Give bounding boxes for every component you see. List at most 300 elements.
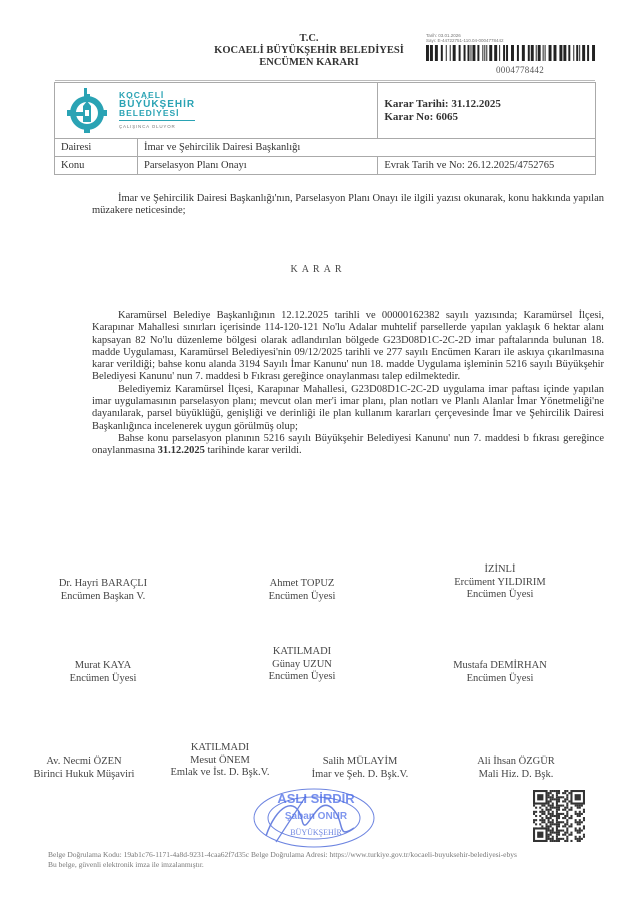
qr-module [570,809,572,811]
qr-module [539,815,541,817]
qr-module [550,798,552,800]
qr-module [550,817,552,819]
qr-module [552,805,554,807]
qr-module [577,838,579,840]
qr-module [562,792,564,794]
barcode-bar [543,45,544,61]
qr-module [550,840,552,842]
qr-module [564,823,566,825]
qr-module [556,830,558,832]
qr-module [558,838,560,840]
barcode-bar [435,45,438,61]
barcode-bar [559,45,562,61]
stamp-name-2: Şaban ONUR [284,811,348,822]
qr-module [535,807,537,809]
qr-module [562,821,564,823]
qr-module [550,790,552,792]
header-doc-type: ENCÜMEN KARARI [259,57,359,68]
qr-module [566,811,568,813]
barcode-bar [511,45,514,61]
qr-module [550,832,552,834]
signatory [452,756,580,781]
qr-module [579,819,581,821]
body-paragraph-2: Belediyemiz Karamürsel İlçesi, Karapınar Mahallesi, G23D08D1C-2C-2D uygulama imar paftası içinde yapılan imar uygulamasının parselasyon planı; mevcut olan mer'i imar planı, plan notları ve Planlı Alanlar İmar Yönetmeliği'ne dayanılarak, parsel büyüklüğü, genişliği ve derinliği ile plan kullanım kararları çerçevesinde İmar ve Şehircilik Dairesi Başkanlığınca incelenerek uygun görülmüş olup; [92,383,604,432]
signatory-title: Encümen Üyesi [466,589,534,600]
signatory-title: Birinci Hukuk Müşaviri [33,768,135,780]
qr-module [556,807,558,809]
signatory-name: Mesut ÖNEM [190,754,250,766]
barcode-bar [486,45,487,61]
qr-module [535,811,537,813]
qr-module [550,838,552,840]
qr-module [558,832,560,834]
qr-module [579,832,581,834]
qr-module [583,809,585,811]
signatory-title: Emlak ve İst. D. Bşk.V. [170,767,270,778]
qr-module [548,819,550,821]
qr-module [558,817,560,819]
barcode-bar [450,45,451,61]
logo-emblem-icon [61,88,113,134]
qr-module [564,815,566,817]
department-label: Dairesi [55,139,138,157]
decision-date: Karar Tarihi: 31.12.2025 [384,97,501,110]
signatory-name: Mustafa DEMİRHAN [453,660,547,671]
signatory-title: Mali Hiz. D. Bşk. [478,768,554,780]
signatory [227,578,377,603]
signatory [425,660,575,685]
qr-module [562,805,564,807]
qr-module [564,825,566,827]
qr-module [570,840,572,842]
barcode-bar [453,45,456,61]
qr-module [562,809,564,811]
qr-module [541,809,543,811]
qr-module [539,807,541,809]
barcode-bar [477,45,479,61]
qr-module [543,819,545,821]
qr-module [552,838,554,840]
qr-module [579,815,581,817]
qr-module [558,796,560,798]
signatory-name: Ahmet TOPUZ [269,578,335,589]
qr-module [579,830,581,832]
qr-module [554,823,556,825]
qr-module [548,817,550,819]
qr-module [550,800,552,802]
qr-module [581,821,583,823]
qr-module [575,811,577,813]
qr-module [579,836,581,838]
qr-module [564,832,566,834]
logo-cell [55,83,378,139]
qr-module [556,836,558,838]
barcode-image [426,45,596,61]
qr-module [556,840,558,842]
qr-module [552,802,554,804]
qr-module [577,813,579,815]
signatory [28,660,178,685]
stamp-ring-text: BÜYÜKŞEHİR [290,828,342,837]
qr-module [556,815,558,817]
qr-module [577,815,579,817]
qr-module [566,802,568,804]
qr-module [564,807,566,809]
qr-module [556,800,558,802]
qr-module [548,834,550,836]
qr-module [558,813,560,815]
qr-module [575,805,577,807]
qr-module [550,834,552,836]
barcode-bar [489,45,492,61]
signatory-name: Dr. Hayri BARAÇLI [58,578,148,589]
qr-module [566,796,568,798]
signatory-name: Ali İhsan ÖZGÜR [477,756,555,767]
qr-module [566,798,568,800]
qr-module [558,825,560,827]
qr-module [558,834,560,836]
qr-module [581,805,583,807]
qr-module [562,813,564,815]
qr-module [552,794,554,796]
qr-module [579,813,581,815]
qr-module [558,840,560,842]
qr-module [558,823,560,825]
qr-module [566,840,568,842]
decision-title: KARAR [290,264,346,275]
signatory [425,564,575,602]
qr-module [552,832,554,834]
signatory-status: KATILMADI [190,742,250,753]
logo-text [119,91,195,131]
qr-module [560,805,562,807]
municipality-logo [61,88,371,134]
logo-line1: KOCAELİ [119,89,165,100]
qr-module [552,823,554,825]
qr-module [570,807,572,809]
qr-module [533,813,535,815]
barcode-bar [579,45,580,61]
signatory [156,742,284,780]
body-paragraph-1: Karamürsel Belediye Başkanlığının 12.12.2025 tarihli ve 00000162382 sayılı yazısında; Karamürsel İlçesi, Karapınar Mahallesi sınırları içerisinde 114-120-121 No'lu Adalar muhtelif parsellerde yapılan yaklaşık 6 hektar alanı kapsayan 82 No'lu düzenleme bölgesi olarak adlandırılan bölgede G23D08D1C-2C-2D imar paftalarında bulunan 18. madde Uygulaması, Karamürsel Belediyesi'nin 09/12/2025 tarihli ve 277 sayılı Encümen Kararı ile askıya çıkarılmasına karar verildiği; bahse konu alanda 3194 Sayılı İmar Kanunu' nun 18. madde Uygulama işleminin 5216 sayılı Büyükşehir Belediyesi Kanunu' nun 7. maddesi b Fıkrası gereğince onaylanması talep edilmektedir. [92,310,604,383]
qr-module [558,830,560,832]
signatory-status: İZİNLİ [484,564,516,575]
qr-module [533,819,535,821]
qr-module [550,813,552,815]
qr-module [583,817,585,819]
header-divider [55,80,595,81]
qr-module [554,790,556,792]
barcode-bar [430,45,433,61]
qr-module [550,830,552,832]
barcode-bar [549,45,552,61]
intro-paragraph: İmar ve Şehircilik Dairesi Başkanlığı'nın, Parselasyon Planı Onayı ile ilgili yazısı okunarak, konu hakkında yapılan müzakere neticesinde; [92,193,604,217]
qr-module [583,819,585,821]
signatory-title: Encümen Üyesi [268,590,336,602]
qr-module [543,805,545,807]
qr-module [552,811,554,813]
qr-module [545,807,547,809]
qr-module [558,807,560,809]
qr-module [552,827,554,829]
qr-module [550,792,552,794]
qr-module [552,836,554,838]
qr-module [556,794,558,796]
qr-module [558,800,560,802]
qr-module [558,821,560,823]
qr-module [556,827,558,829]
qr-module [554,798,556,800]
signatory [227,646,377,684]
decision-meta [378,83,596,139]
qr-module [548,794,550,796]
document-header [196,33,422,69]
barcode-bar [446,45,447,61]
qr-module [556,832,558,834]
qr-module [550,825,552,827]
qr-module [583,836,585,838]
barcode-bar [470,45,471,61]
qr-module [541,821,543,823]
qr-module [548,811,550,813]
qr-module [548,825,550,827]
header-tc: T.C. [299,33,319,44]
qr-module [548,836,550,838]
qr-module [566,823,568,825]
qr-module [568,800,570,802]
qr-module [541,805,543,807]
subject-value: Parselasyon Planı Onayı [138,157,378,175]
qr-module [556,790,558,792]
qr-module [562,825,564,827]
qr-module [566,794,568,796]
barcode-bar [545,45,546,61]
footer-esign-note: Bu belge, güvenli elektronik imza ile imzalanmıştır. [48,860,204,869]
logo-line2: BÜYÜKŞEHİR [119,98,196,110]
barcode-bar [522,45,525,61]
qr-module [575,836,577,838]
barcode-bar [576,45,578,61]
qr-module [562,800,564,802]
qr-module [583,825,585,827]
qr-module [535,815,537,817]
qr-module [577,840,579,842]
barcode-bar [538,45,541,61]
qr-module [562,838,564,840]
logo-line3: BELEDİYESİ [119,107,180,118]
barcode-number: 0004778442 [496,65,544,75]
barcode-bar [536,45,537,61]
qr-module [552,798,554,800]
qr-module [550,815,552,817]
barcode-bar [472,45,475,61]
qr-module [535,819,537,821]
qr-module [541,811,543,813]
qr-module [560,796,562,798]
body-p3-date: 31.12.2025 [157,445,205,457]
qr-module [564,817,566,819]
barcode-bar [459,45,461,61]
signatory-title: İmar ve Şeh. D. Bşk.V. [311,768,409,780]
qr-module [566,790,568,792]
qr-module [577,823,579,825]
qr-module [552,807,554,809]
qr-module [575,819,577,821]
qr-module [564,800,566,802]
qr-module [566,805,568,807]
qr-module [579,840,581,842]
signatory-title: Encümen Üyesi [268,671,336,682]
qr-module [577,807,579,809]
qr-module [556,802,558,804]
qr-module [570,815,572,817]
qr-module [537,832,543,838]
qr-module [554,807,556,809]
barcode-bar [528,45,530,61]
qr-module [550,809,552,811]
qr-module [541,813,543,815]
qr-module [556,821,558,823]
qr-module [556,796,558,798]
qr-module [548,830,550,832]
decision-number: Karar No: 6065 [384,110,459,123]
qr-module [568,809,570,811]
qr-module [560,838,562,840]
subject-label: Konu [55,157,138,175]
qr-module [560,813,562,815]
barcode-bar [499,45,500,61]
barcode-bar [468,45,470,61]
qr-module [548,796,550,798]
qr-module [570,834,572,836]
barcode-bar [554,45,557,61]
qr-module [579,807,581,809]
qr-module [558,790,560,792]
barcode-bar [592,45,595,61]
body-p3-text: Bahse konu parselasyon planının 5216 sayılı Büyükşehir Belediyesi Kanunu' nun 7. maddesi b fıkrası gereğince onaylanmasına [92,432,604,457]
signatory-title: Encümen Başkan V. [60,590,146,602]
barcode-bar [503,45,505,61]
qr-module [566,821,568,823]
qr-module [570,825,572,827]
qr-module [566,827,568,829]
header-institution: KOCAELİ BÜYÜKŞEHİR BELEDİYESİ [214,45,404,56]
qr-module [568,834,570,836]
stamp-name-1: ASLI SİRDİR [277,791,355,806]
qr-module [554,840,556,842]
qr-module [556,798,558,800]
signatory-name: Murat KAYA [74,660,132,671]
qr-module [575,838,577,840]
qr-module [552,830,554,832]
signatory-name: Ercüment YILDIRIM [454,576,546,588]
qr-module [556,809,558,811]
qr-module [575,813,577,815]
qr-module [560,821,562,823]
qr-module [566,819,568,821]
qr-module [539,811,541,813]
qr-module [566,807,568,809]
qr-module [577,832,579,834]
qr-module [558,805,560,807]
qr-module [579,805,581,807]
qr-module [556,823,558,825]
qr-module [533,821,535,823]
qr-module [558,792,560,794]
qr-module [564,792,566,794]
signatory-title: Encümen Üyesi [466,672,534,684]
qr-module [564,840,566,842]
barcode-bar [573,45,574,61]
qr-module [568,792,570,794]
qr-module [556,838,558,840]
qr-module [577,805,579,807]
qr-module [543,813,545,815]
qr-module [579,838,581,840]
qr-module [581,838,583,840]
qr-module [548,805,550,807]
qr-module [579,811,581,813]
meta-table [54,82,596,175]
qr-module [535,823,537,825]
qr-module [552,815,554,817]
barcode-bar [441,45,443,61]
barcode-bar [464,45,466,61]
qr-module [543,811,545,813]
qr-module [556,825,558,827]
qr-module [548,809,550,811]
barcode-ref: Sayı: E-44722751-110.04-0004778442 [426,38,504,43]
barcode-bar [494,45,497,61]
qr-module [554,815,556,817]
qr-module [560,830,562,832]
barcode-bar [484,45,485,61]
qr-module [556,834,558,836]
qr-module [548,838,550,840]
qr-module [558,815,560,817]
qr-module [566,813,568,815]
qr-module [566,836,568,838]
qr-module [550,823,552,825]
qr-module [545,809,547,811]
barcode-bar [582,45,585,61]
qr-module [556,792,558,794]
qr-module [545,817,547,819]
qr-module [552,840,554,842]
footer-verification: Belge Doğrulama Kodu: 19ab1c76-1171-4a8d-9231-4caa62f7d35c Belge Doğrulama Adresi: https://www.turkiye.gov.tr/kocaeli-buyuksehir-belediyesi-ebys [48,850,517,859]
qr-module [570,817,572,819]
qr-module [550,796,552,798]
qr-module [556,817,558,819]
signatory-name: Salih MÜLAYİM [322,756,398,767]
qr-module [552,819,554,821]
signatory [28,578,178,603]
qr-module [556,819,558,821]
qr-module [543,821,545,823]
barcode-bar [568,45,570,61]
qr-module [583,827,585,829]
qr-module [577,821,579,823]
barcode-meta [426,33,503,43]
barcode-bar [517,45,519,61]
qr-module [579,827,581,829]
qr-module [552,796,554,798]
qr-module [548,813,550,815]
qr-module [541,825,543,827]
qr-module [548,821,550,823]
qr-code [533,790,585,842]
signatory-name: Av. Necmi ÖZEN [46,756,122,767]
